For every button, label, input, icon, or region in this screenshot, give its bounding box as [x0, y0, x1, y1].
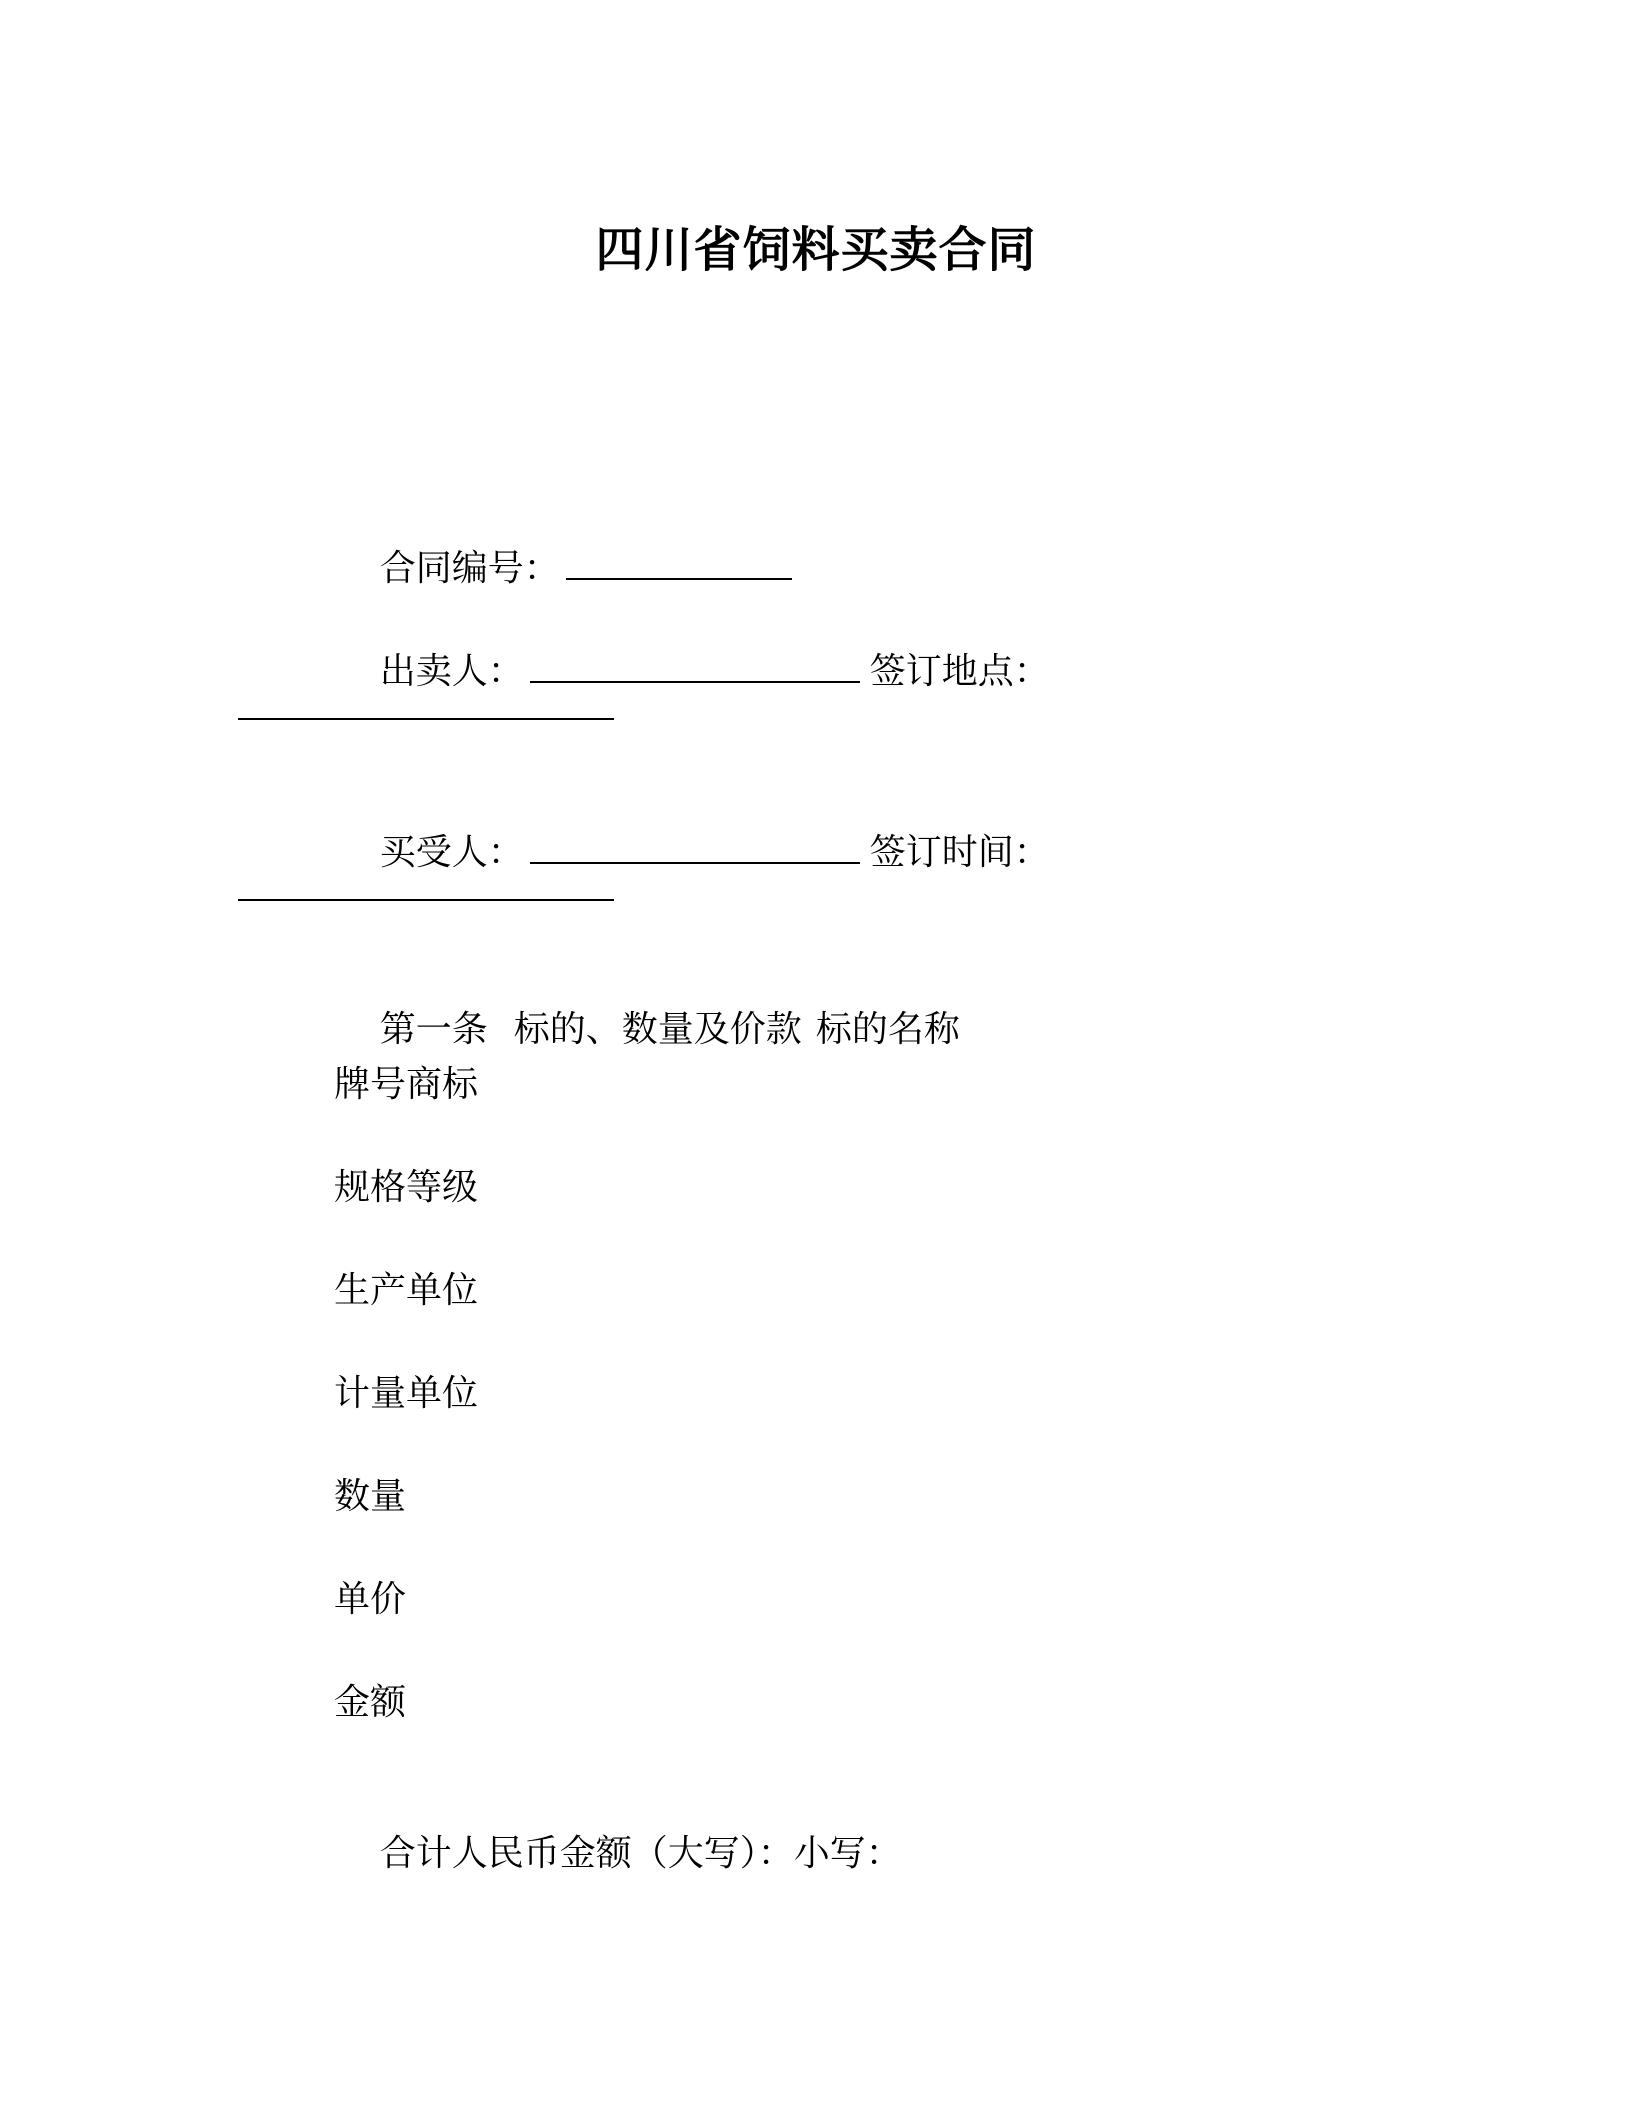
item-producer: 生产单位: [334, 1270, 479, 1311]
contract-number-blank[interactable]: [566, 542, 792, 580]
article-one-heading: 第一条: [379, 1009, 488, 1050]
total-label: 合计人民币金额（大写）：: [379, 1833, 794, 1874]
buyer-label: 买受人：: [379, 832, 524, 873]
item-unit-price: 单价: [334, 1579, 407, 1620]
buyer-row: [334, 778, 1050, 925]
sign-place-label: 签订地点：: [869, 651, 1050, 692]
seller-blank[interactable]: [530, 645, 860, 683]
item-quantity: 数量: [334, 1476, 407, 1517]
item-amount: 金额: [334, 1682, 407, 1723]
buyer-blank[interactable]: [530, 826, 860, 864]
subject-name-label: 标的名称: [815, 1009, 960, 1050]
contract-number-label: 合同编号：: [379, 548, 560, 589]
document-title: 四川省饲料买卖合同: [595, 222, 1037, 278]
item-spec-grade: 规格等级: [334, 1167, 479, 1208]
item-unit-of-measure: 计量单位: [334, 1373, 479, 1414]
item-brand-trademark: 牌号商标: [334, 1064, 479, 1105]
lowercase-label: 小写：: [793, 1833, 902, 1874]
sign-place-blank[interactable]: [238, 718, 614, 720]
sign-time-label: 签订时间：: [869, 832, 1050, 873]
seller-label: 出卖人：: [379, 651, 524, 692]
article-one-title: 标的、数量及价款: [513, 1009, 802, 1050]
total-row: [334, 1782, 902, 1926]
sign-time-blank[interactable]: [238, 899, 614, 901]
seller-row: [334, 597, 1050, 744]
